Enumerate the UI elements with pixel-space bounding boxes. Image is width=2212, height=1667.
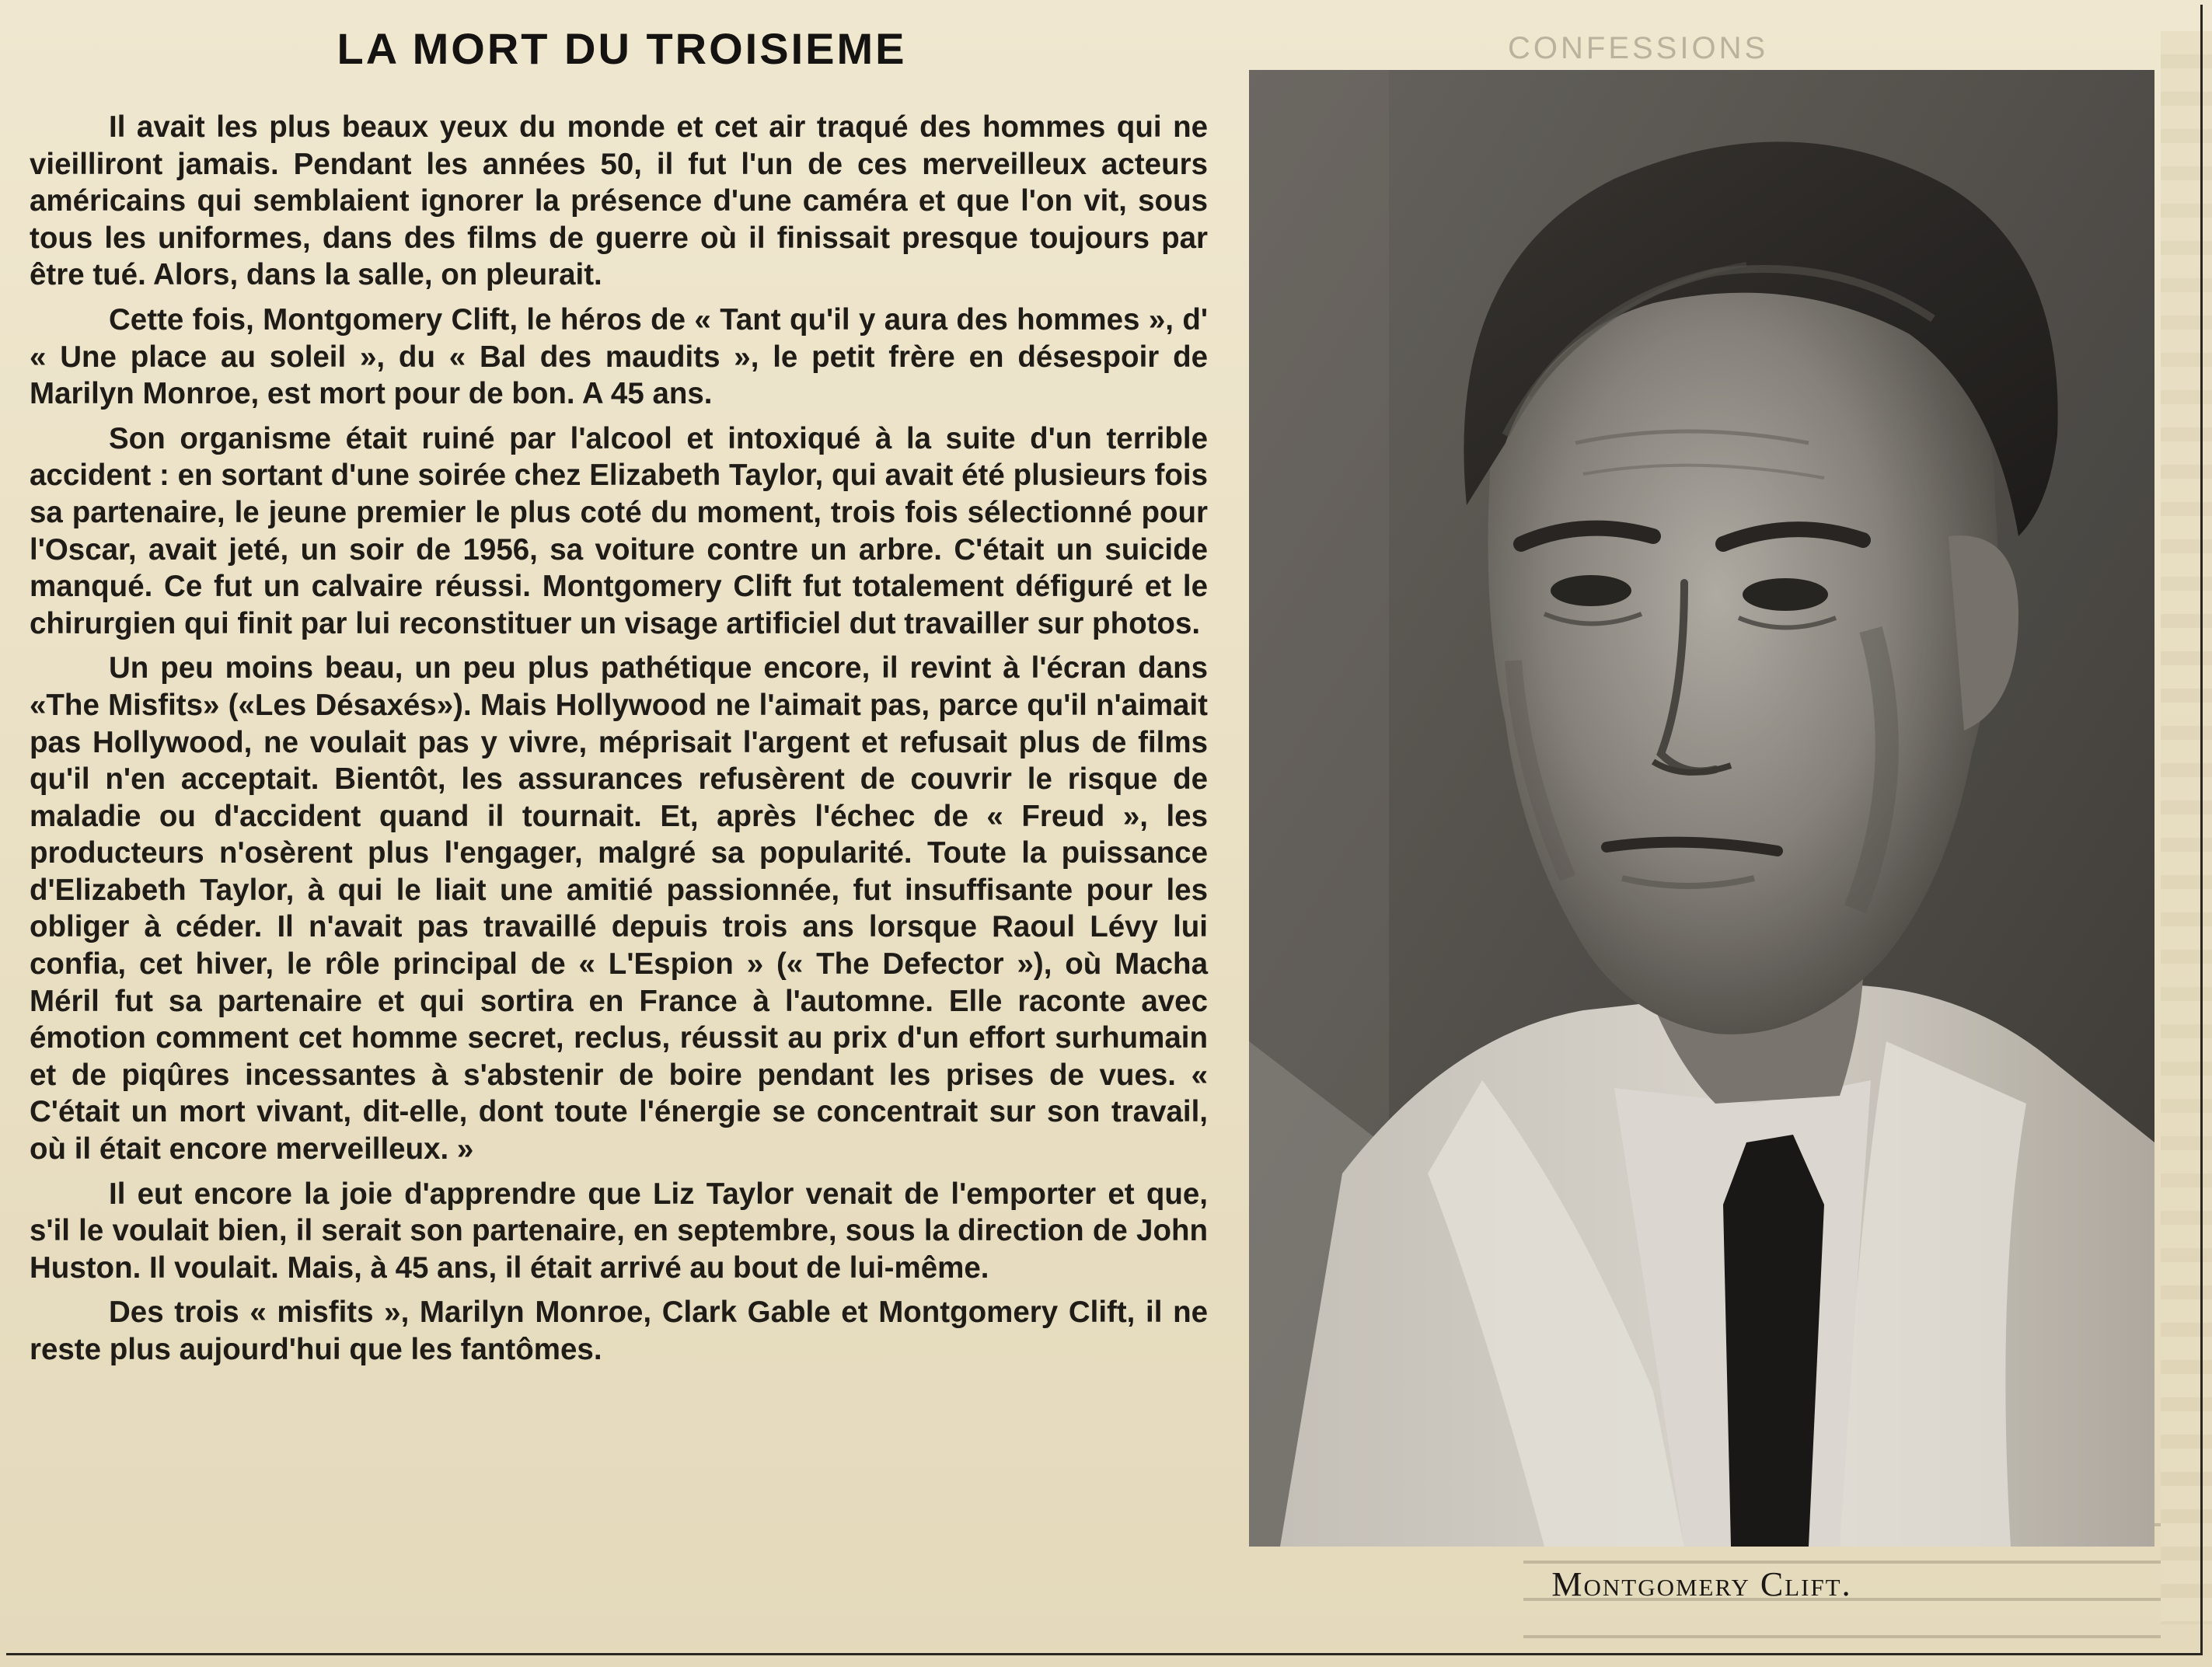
article-headline: LA MORT DU TROISIEME (337, 24, 907, 73)
article-paragraph: Il eut encore la joie d'apprendre que Liz Taylor venait de l'emporter et que, s'il le voulait bien, il serait son partenaire, en septembre, sous la direction de John Huston. Il voulait. Mais, à 45 ans, il était arrivé au bout de lui-même. (30, 1177, 1208, 1285)
article-paragraph: Des trois « misfits », Marilyn Monroe, Clark Gable et Montgomery Clift, il ne reste plus aujourd'hui que les fantômes. (30, 1296, 1208, 1366)
photo-caption: Montgomery Clift. (1551, 1565, 1852, 1603)
article-paragraph: Un peu moins beau, un peu plus pathétique encore, il revint à l'écran dans «The Misfits» («Les Désaxés»). Mais Hollywood ne l'aimait pas, parce qu'il n'aimait pas Hollywood, ne voulait pas y vivre, méprisait l'argent et refusait plus de films qu'il n'en acceptait. Bientôt, les assurances refusèrent de couvrir le risque de maladie ou d'accident quand il tournait. Et, après l'échec de « Freud », les producteurs n'osèrent plus l'engager, malgré sa popularité. Toute la puissance d'Elizabeth Taylor, à qui le liait une amitié passionnée, fut insuffisante pour les obliger à céder. Il n'avait pas travaillé depuis trois ans lorsque Raoul Lévy lui confia, cet hiver, le rôle principal de « L'Espion » (« The Defector »), où Macha Méril fut sa partenaire et qui sortira en France à l'automne. Elle raconte avec émotion comment cet homme secret, reclus, réussit au prix d'un effort surhumain et de piqûres incessantes à s'abstenir de boire pendant les prises de vues. « C'était un mort vivant, dit-elle, dont toute l'énergie se concentrait sur son travail, où il était encore merveilleux. » (30, 651, 1208, 1167)
adjacent-page-heading: CONFESSIONS (1508, 31, 1769, 65)
article-paragraph: Son organisme était ruiné par l'alcool et intoxiqué à la suite d'un terrible accident : en sortant d'une soirée chez Elizabeth Taylor, qui avait été plusieurs fois sa partenaire, le jeune premier le plus coté du moment, trois fois sélectionné pour l'Oscar, avait jeté, un soir de 1956, sa voiture contre un arbre. C'était un suicide manqué. Ce fut un calvaire réussi. Montgomery Clift fut totalement défiguré et le chirurgien qui finit par lui reconstituer un visage artificiel dut travailler sur photos. (30, 421, 1208, 640)
article-paragraph: Il avait les plus beaux yeux du monde et cet air traqué des hommes qui ne vieilliront jamais. Pendant les années 50, il fut l'un de ces merveilleux acteurs américains qui semblaient ignorer la présence d'une caméra et que l'on vit, sous tous les uniformes, dans des films de guerre où il finissait presque toujours par être tué. Alors, dans la salle, on pleurait. (30, 110, 1208, 292)
clipping-border (6, 5, 2203, 1655)
article-paragraph: Cette fois, Montgomery Clift, le héros de « Tant qu'il y aura des hommes », d' « Une place au soleil », du « Bal des maudits », le petit frère en désespoir de Marilyn Monroe, est mort pour de bon. A 45 ans. (30, 302, 1208, 411)
